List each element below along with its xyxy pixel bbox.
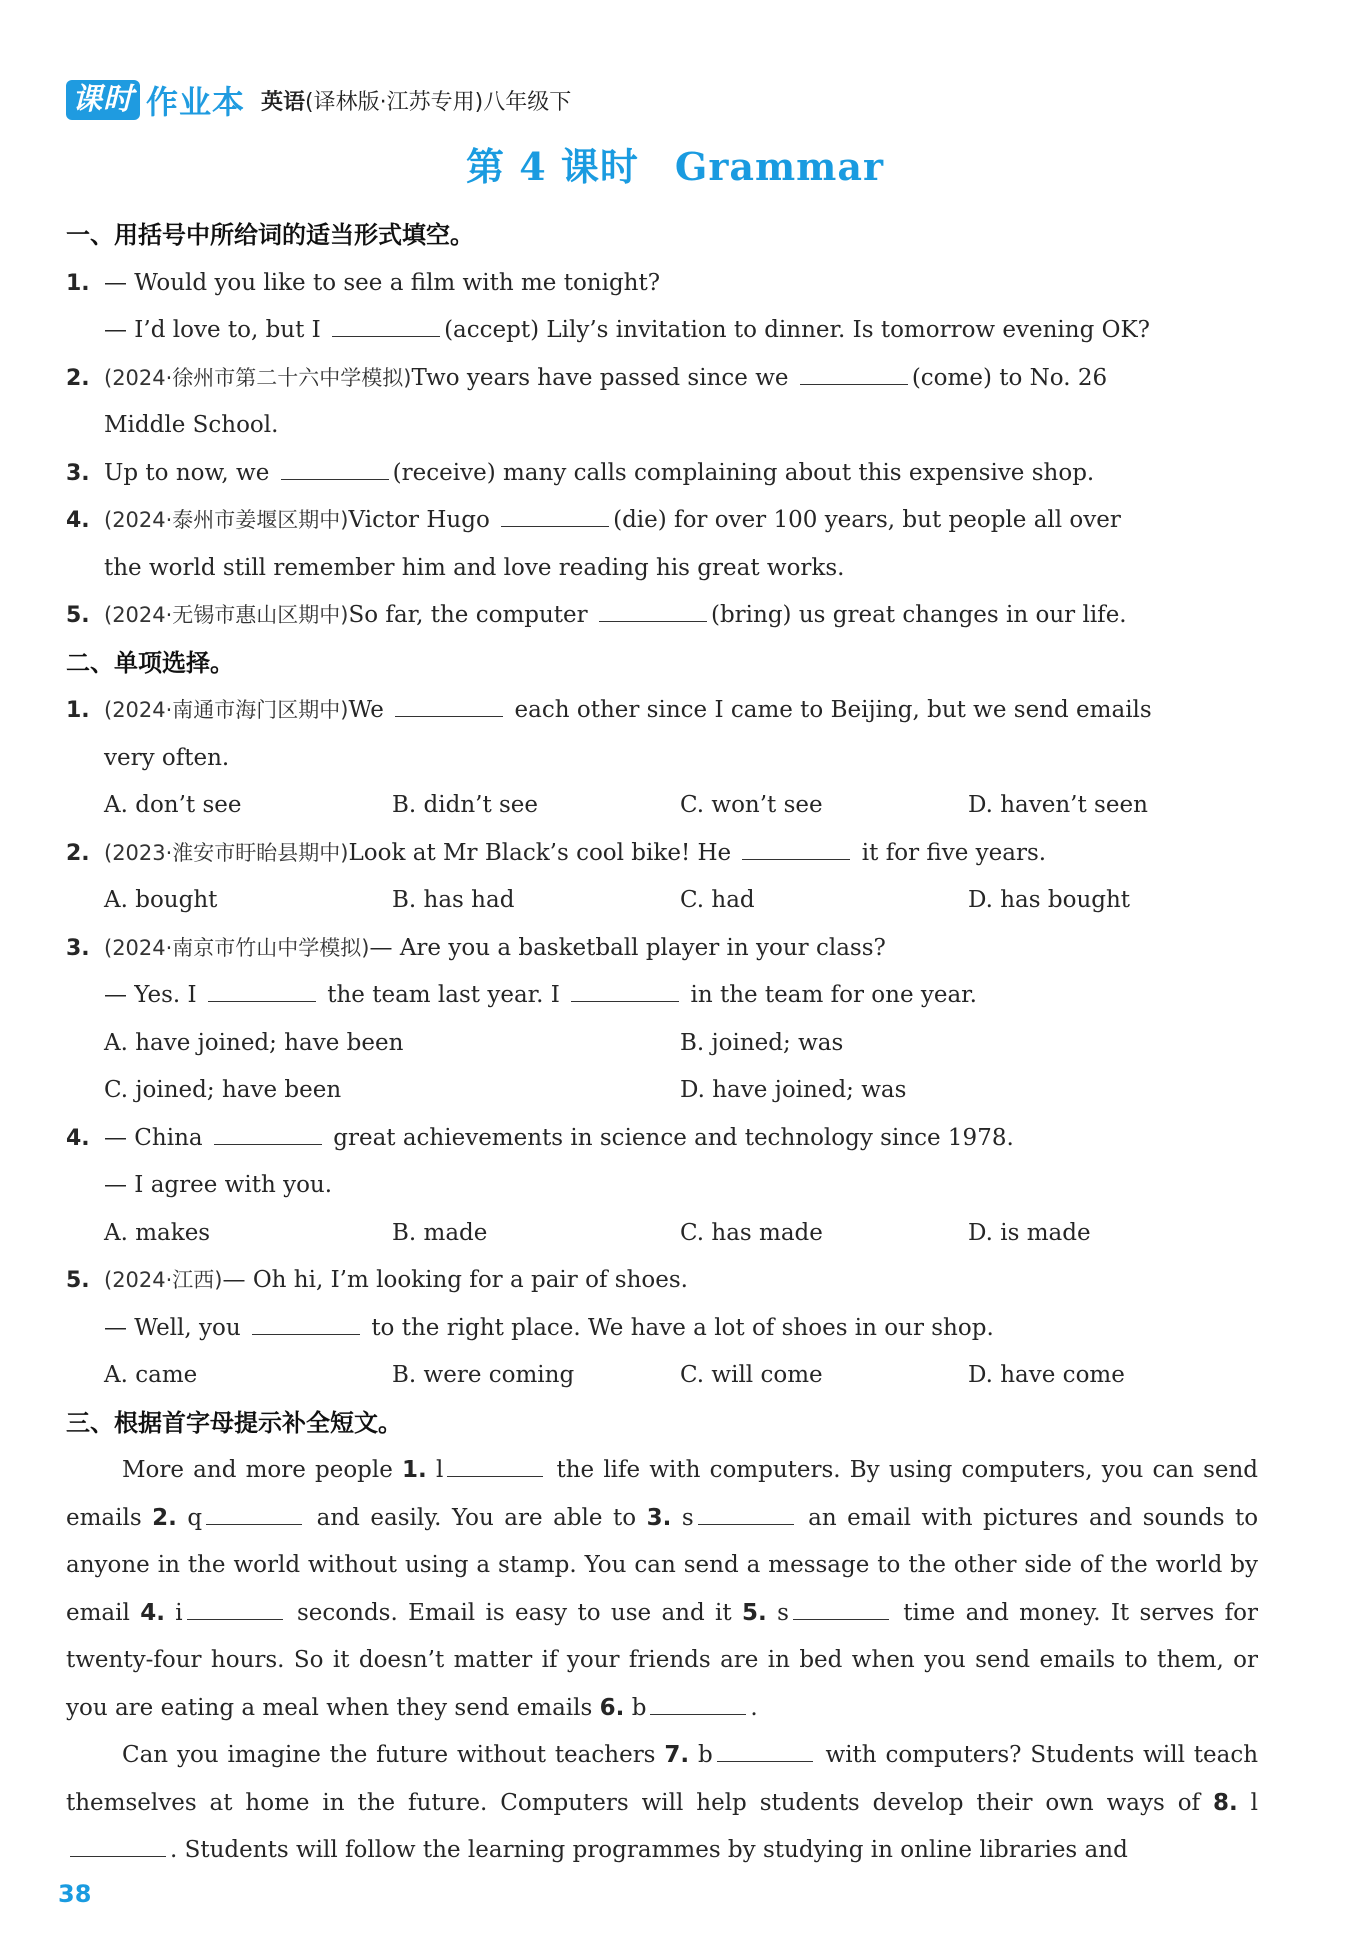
option-b[interactable]: B. didn’t see bbox=[392, 792, 539, 818]
option-row bbox=[66, 1020, 1258, 1068]
question-number: 1. bbox=[66, 698, 90, 723]
question-text: — China great achievements in science and technology since 1978. bbox=[104, 1115, 1258, 1163]
question-item bbox=[66, 497, 1258, 592]
answer-blank[interactable] bbox=[742, 837, 850, 860]
answer-blank[interactable] bbox=[717, 1739, 813, 1762]
question-number: 2. bbox=[66, 365, 90, 391]
question-text: (2024·南通市海门区期中)We each other since I came to Beijing, but we send emails bbox=[104, 687, 1258, 735]
question-source: (2024·南通市海门区期中) bbox=[104, 698, 349, 722]
question-number: 5. bbox=[66, 603, 90, 628]
option-a[interactable]: A. makes bbox=[104, 1219, 211, 1246]
answer-blank[interactable] bbox=[206, 1502, 302, 1525]
question-text: (2024·江西)— Oh hi, I’m looking for a pair of shoes. bbox=[104, 1267, 688, 1293]
answer-blank[interactable] bbox=[793, 1597, 889, 1620]
page-number: 38 bbox=[58, 1880, 92, 1908]
cloze-paragraph: More and more people 1. l the life with computers. By using computers, you can send emails 2. q and easily. You are able to 3. s an email with pictures and sounds to anyone in the world without using a stamp. You can send a message to the other side of the world by email 4. i seconds. Email is easy to use and it 5. s time and money. It serves for twenty-four hours. So it doesn’t matter if your friends are in bed when you send emails to them, or you are eating a meal when they send emails 6. b . bbox=[66, 1447, 1258, 1732]
lesson-title bbox=[0, 136, 1350, 191]
exercise-content bbox=[66, 212, 1258, 1875]
option-b[interactable]: B. were coming bbox=[392, 1362, 575, 1388]
question-item bbox=[66, 925, 1258, 1020]
question-text: (2024·无锡市惠山区期中)So far, the computer (bring) us great changes in our life. bbox=[104, 592, 1258, 640]
option-d[interactable]: D. has bought bbox=[968, 887, 1131, 913]
option-row bbox=[66, 877, 1258, 925]
option-c[interactable]: C. had bbox=[680, 887, 755, 913]
answer-blank[interactable] bbox=[571, 979, 679, 1002]
answer-blank[interactable] bbox=[395, 694, 503, 717]
brand-logo bbox=[66, 77, 245, 123]
answer-blank[interactable] bbox=[214, 1122, 322, 1145]
question-item bbox=[66, 592, 1258, 640]
question-text: — Yes. I the team last year. I in the team for one year. bbox=[104, 972, 1258, 1020]
question-item bbox=[66, 1115, 1258, 1210]
edition-label: (译林版·江苏专用)八年级下 bbox=[305, 89, 572, 115]
question-item bbox=[66, 450, 1258, 498]
section-title: 三、根据首字母提示补全短文。 bbox=[66, 1408, 402, 1437]
question-item bbox=[66, 687, 1258, 782]
answer-blank[interactable] bbox=[281, 457, 389, 480]
answer-blank[interactable] bbox=[800, 362, 908, 385]
question-number: 4. bbox=[66, 508, 90, 533]
option-a[interactable]: A. bought bbox=[104, 887, 218, 913]
question-text: the world still remember him and love reading his great works. bbox=[104, 554, 845, 581]
question-text: — Well, you to the right place. We have a lot of shoes in our shop. bbox=[104, 1305, 1258, 1353]
option-c[interactable]: C. won’t see bbox=[680, 792, 823, 818]
option-row bbox=[66, 1067, 1258, 1115]
lesson-number: 第 4 课时 bbox=[465, 144, 639, 189]
cloze-paragraph: Can you imagine the future without teachers 7. b with computers? Students will teach themselves at home in the future. Computers will help students develop their own ways of 8. l. Students will follow the learning programmes by studying in online libraries and bbox=[66, 1732, 1258, 1875]
option-d[interactable]: D. is made bbox=[968, 1219, 1091, 1246]
question-text: — Would you like to see a film with me tonight? bbox=[104, 269, 661, 296]
option-a[interactable]: A. came bbox=[104, 1362, 198, 1388]
question-item bbox=[66, 260, 1258, 355]
option-b[interactable]: B. joined; was bbox=[680, 1029, 844, 1056]
question-item bbox=[66, 830, 1258, 878]
page-header bbox=[66, 78, 571, 122]
question-number: 3. bbox=[66, 460, 90, 486]
question-source: (2024·无锡市惠山区期中) bbox=[104, 603, 349, 627]
question-source: (2023·淮安市盱眙县期中) bbox=[104, 840, 349, 865]
option-d[interactable]: D. haven’t seen bbox=[968, 792, 1148, 818]
question-text: Up to now, we (receive) many calls complaining about this expensive shop. bbox=[104, 450, 1258, 498]
question-number: 5. bbox=[66, 1268, 90, 1293]
answer-blank[interactable] bbox=[332, 314, 440, 337]
lesson-topic: Grammar bbox=[674, 144, 885, 189]
option-row bbox=[66, 1210, 1258, 1258]
question-text: (2023·淮安市盱眙县期中)Look at Mr Black’s cool bike! He it for five years. bbox=[104, 830, 1258, 878]
answer-blank[interactable] bbox=[208, 979, 316, 1002]
answer-blank[interactable] bbox=[698, 1502, 794, 1525]
section-title: 一、用括号中所给词的适当形式填空。 bbox=[66, 221, 474, 249]
option-row bbox=[66, 1352, 1258, 1400]
option-b[interactable]: B. has had bbox=[392, 887, 515, 913]
brand-subtitle: 作业本 bbox=[146, 83, 246, 121]
option-c[interactable]: C. will come bbox=[680, 1362, 823, 1388]
question-item bbox=[66, 1257, 1258, 1352]
option-c[interactable]: C. has made bbox=[680, 1219, 823, 1246]
answer-blank[interactable] bbox=[252, 1312, 360, 1335]
answer-blank[interactable] bbox=[599, 599, 707, 622]
question-number: 1. bbox=[66, 270, 90, 296]
question-text: (2024·徐州市第二十六中学模拟)Two years have passed since we (come) to No. 26 bbox=[104, 355, 1258, 403]
option-d[interactable]: D. have come bbox=[968, 1362, 1125, 1388]
section-title: 二、单项选择。 bbox=[66, 648, 234, 677]
question-text: — I agree with you. bbox=[104, 1172, 333, 1198]
subject-label: 英语 bbox=[261, 89, 306, 115]
question-source: (2024·泰州市姜堰区期中) bbox=[104, 508, 349, 532]
book-info bbox=[261, 85, 571, 116]
option-row bbox=[66, 782, 1258, 830]
answer-blank[interactable] bbox=[70, 1834, 166, 1857]
option-a[interactable]: A. have joined; have been bbox=[104, 1029, 404, 1056]
question-source: (2024·南京市竹山中学模拟) bbox=[104, 935, 370, 960]
question-number: 4. bbox=[66, 1125, 90, 1151]
question-text: (2024·南京市竹山中学模拟)— Are you a basketball player in your class? bbox=[104, 934, 886, 961]
question-item bbox=[66, 355, 1258, 450]
answer-blank[interactable] bbox=[650, 1692, 746, 1715]
question-number: 3. bbox=[66, 935, 90, 961]
option-a[interactable]: A. don’t see bbox=[104, 792, 242, 818]
question-text: Middle School. bbox=[104, 412, 279, 438]
option-d[interactable]: D. have joined; was bbox=[680, 1077, 907, 1103]
question-source: (2024·徐州市第二十六中学模拟) bbox=[104, 365, 412, 390]
answer-blank[interactable] bbox=[447, 1454, 543, 1477]
question-text: — I’d love to, but I (accept) Lily’s invitation to dinner. Is tomorrow evening OK? bbox=[104, 307, 1258, 355]
question-source: (2024·江西) bbox=[104, 1268, 223, 1292]
answer-blank[interactable] bbox=[501, 504, 609, 527]
option-c[interactable]: C. joined; have been bbox=[104, 1077, 342, 1103]
question-number: 2. bbox=[66, 840, 90, 866]
question-text: very often. bbox=[104, 744, 230, 771]
answer-blank[interactable] bbox=[187, 1597, 283, 1620]
option-b[interactable]: B. made bbox=[392, 1219, 488, 1246]
question-text: (2024·泰州市姜堰区期中)Victor Hugo (die) for over 100 years, but people all over bbox=[104, 497, 1258, 545]
brand-mark: 课时 bbox=[66, 80, 140, 120]
